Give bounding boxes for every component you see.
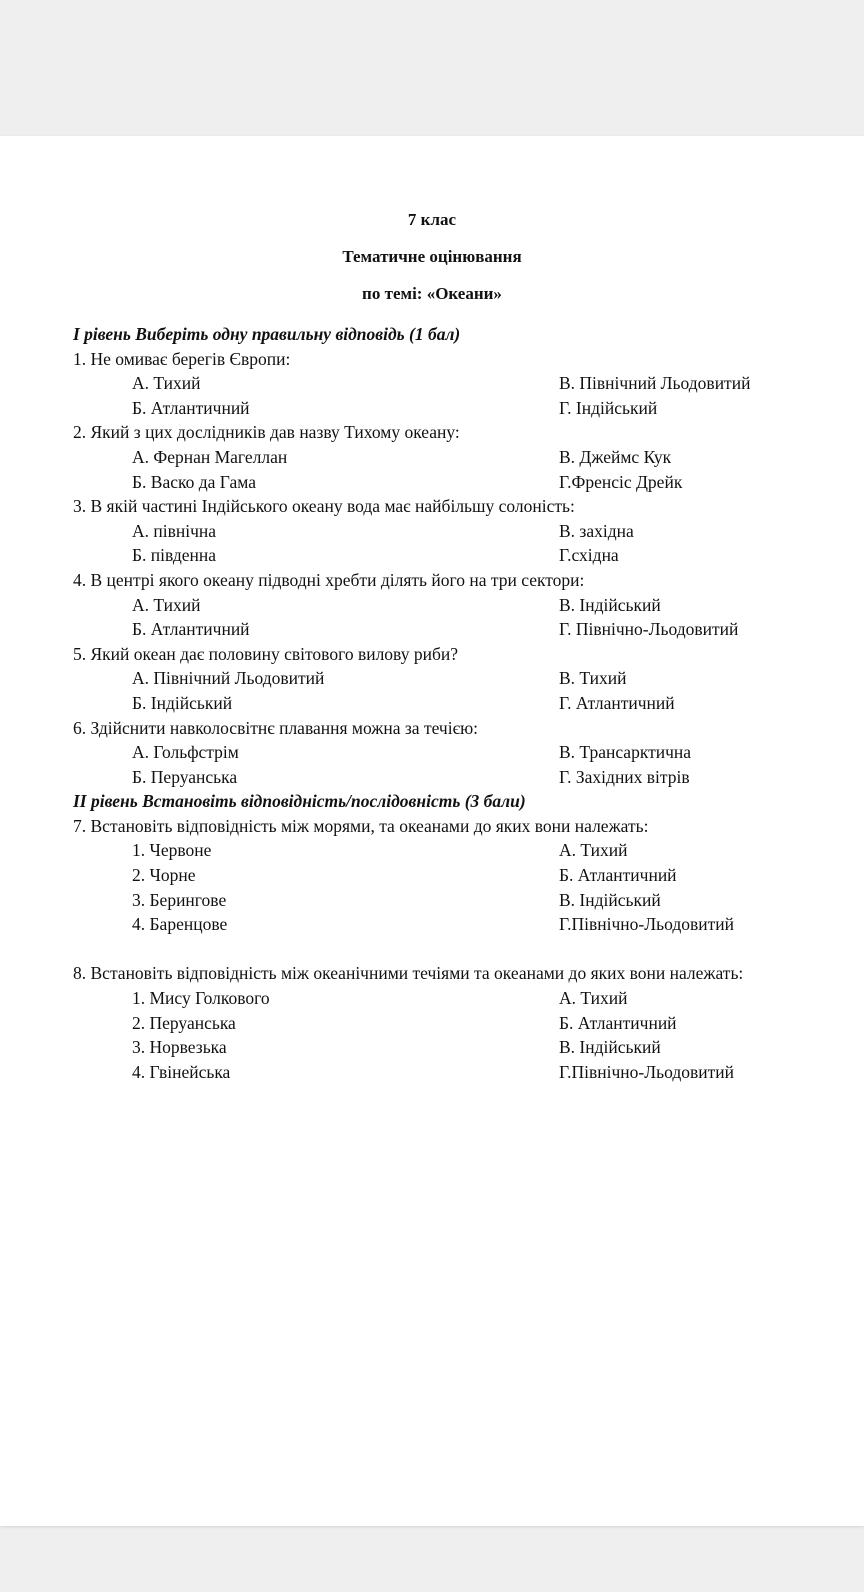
match-right: А. Тихий — [559, 840, 628, 861]
option: Б. Атлантичний — [132, 397, 250, 418]
option: Б. Васко да Гама — [132, 471, 256, 492]
topic-heading: по темі: «Океани» — [362, 284, 502, 303]
option: Г.східна — [559, 545, 619, 566]
test-content — [73, 322, 853, 1084]
option: Б. Атлантичний — [132, 619, 250, 640]
option: А. Фернан Магеллан — [132, 446, 288, 467]
option-row — [73, 691, 853, 716]
option: Б. південна — [132, 545, 217, 566]
match-left: 3. Берингове — [132, 889, 227, 910]
question-2: 2. Який з цих дослідників дав назву Тихому океану: — [73, 422, 460, 443]
option: А. Тихий — [132, 594, 201, 615]
match-row — [73, 1011, 853, 1036]
grade-heading: 7 клас — [407, 210, 457, 229]
option-row — [73, 593, 853, 618]
match-right: В. Індійський — [559, 889, 661, 910]
option-row — [73, 445, 853, 470]
question-3: 3. В якій частині Індійського океану вода має найбільшу солоність: — [73, 496, 575, 517]
match-left: 2. Чорне — [132, 865, 196, 886]
match-row — [73, 838, 853, 863]
match-left: 4. Баренцове — [132, 914, 228, 935]
option-row — [73, 666, 853, 691]
match-right: Г.Північно-Льодовитий — [559, 1061, 735, 1082]
option: А. Північний Льодовитий — [132, 668, 325, 689]
option: Г. Індійський — [559, 397, 658, 418]
option: Г. Атлантичний — [559, 692, 675, 713]
match-right: Г.Північно-Льодовитий — [559, 914, 735, 935]
option-row — [73, 765, 853, 790]
match-row — [73, 863, 853, 888]
match-right: Б. Атлантичний — [559, 865, 677, 886]
option: А. Гольфстрім — [132, 742, 239, 763]
option: В. західна — [559, 520, 634, 541]
match-row — [73, 1035, 853, 1060]
option: А. північна — [132, 520, 217, 541]
option: В. Трансарктична — [559, 742, 692, 763]
spacer — [73, 937, 853, 962]
option: Г. Північно-Льодовитий — [559, 619, 739, 640]
document-page — [0, 136, 864, 1526]
page-title: Тематичне оцінювання — [342, 247, 522, 266]
level2-heading: ІІ рівень Встановіть відповідність/послідовність (3 бали) — [73, 791, 526, 812]
option: В. Тихий — [559, 668, 627, 689]
match-row — [73, 888, 853, 913]
option-row — [73, 371, 853, 396]
level1-heading: І рівень Виберіть одну правильну відповідь (1 бал) — [73, 324, 461, 344]
option-row — [73, 396, 853, 421]
question-4: 4. В центрі якого океану підводні хребти ділять його на три сектори: — [73, 569, 585, 590]
match-left: 3. Норвезька — [132, 1037, 227, 1058]
option-row — [73, 740, 853, 765]
option: В. Північний Льодовитий — [559, 373, 751, 394]
question-7: 7. Встановіть відповідність між морями, та океанами до яких вони належать: — [73, 815, 649, 836]
match-left: 4. Гвінейська — [132, 1061, 231, 1082]
question-8: 8. Встановіть відповідність між океанічними течіями та океанами до яких вони належать: — [73, 963, 744, 984]
question-1: 1. Не омиває берегів Європи: — [73, 348, 291, 369]
match-left: 1. Червоне — [132, 840, 212, 861]
match-right: А. Тихий — [559, 988, 628, 1009]
option-row — [73, 519, 853, 544]
option-row — [73, 543, 853, 568]
match-left: 1. Мису Голкового — [132, 988, 270, 1009]
question-6: 6. Здійснити навколосвітнє плавання можна за течією: — [73, 717, 479, 738]
option-row — [73, 470, 853, 495]
match-right: Б. Атлантичний — [559, 1012, 677, 1033]
option: Б. Індійський — [132, 692, 233, 713]
option: В. Індійський — [559, 594, 661, 615]
option: Г. Західних вітрів — [559, 766, 690, 787]
match-row — [73, 986, 853, 1011]
match-left: 2. Перуанська — [132, 1012, 236, 1033]
option: А. Тихий — [132, 373, 201, 394]
option-row — [73, 617, 853, 642]
match-row — [73, 1060, 853, 1085]
question-5: 5. Який океан дає половину світового вилову риби? — [73, 643, 458, 664]
option: Г.Френсіс Дрейк — [559, 471, 683, 492]
option: В. Джеймс Кук — [559, 446, 672, 467]
option: Б. Перуанська — [132, 766, 238, 787]
match-row — [73, 912, 853, 937]
match-right: В. Індійський — [559, 1037, 661, 1058]
